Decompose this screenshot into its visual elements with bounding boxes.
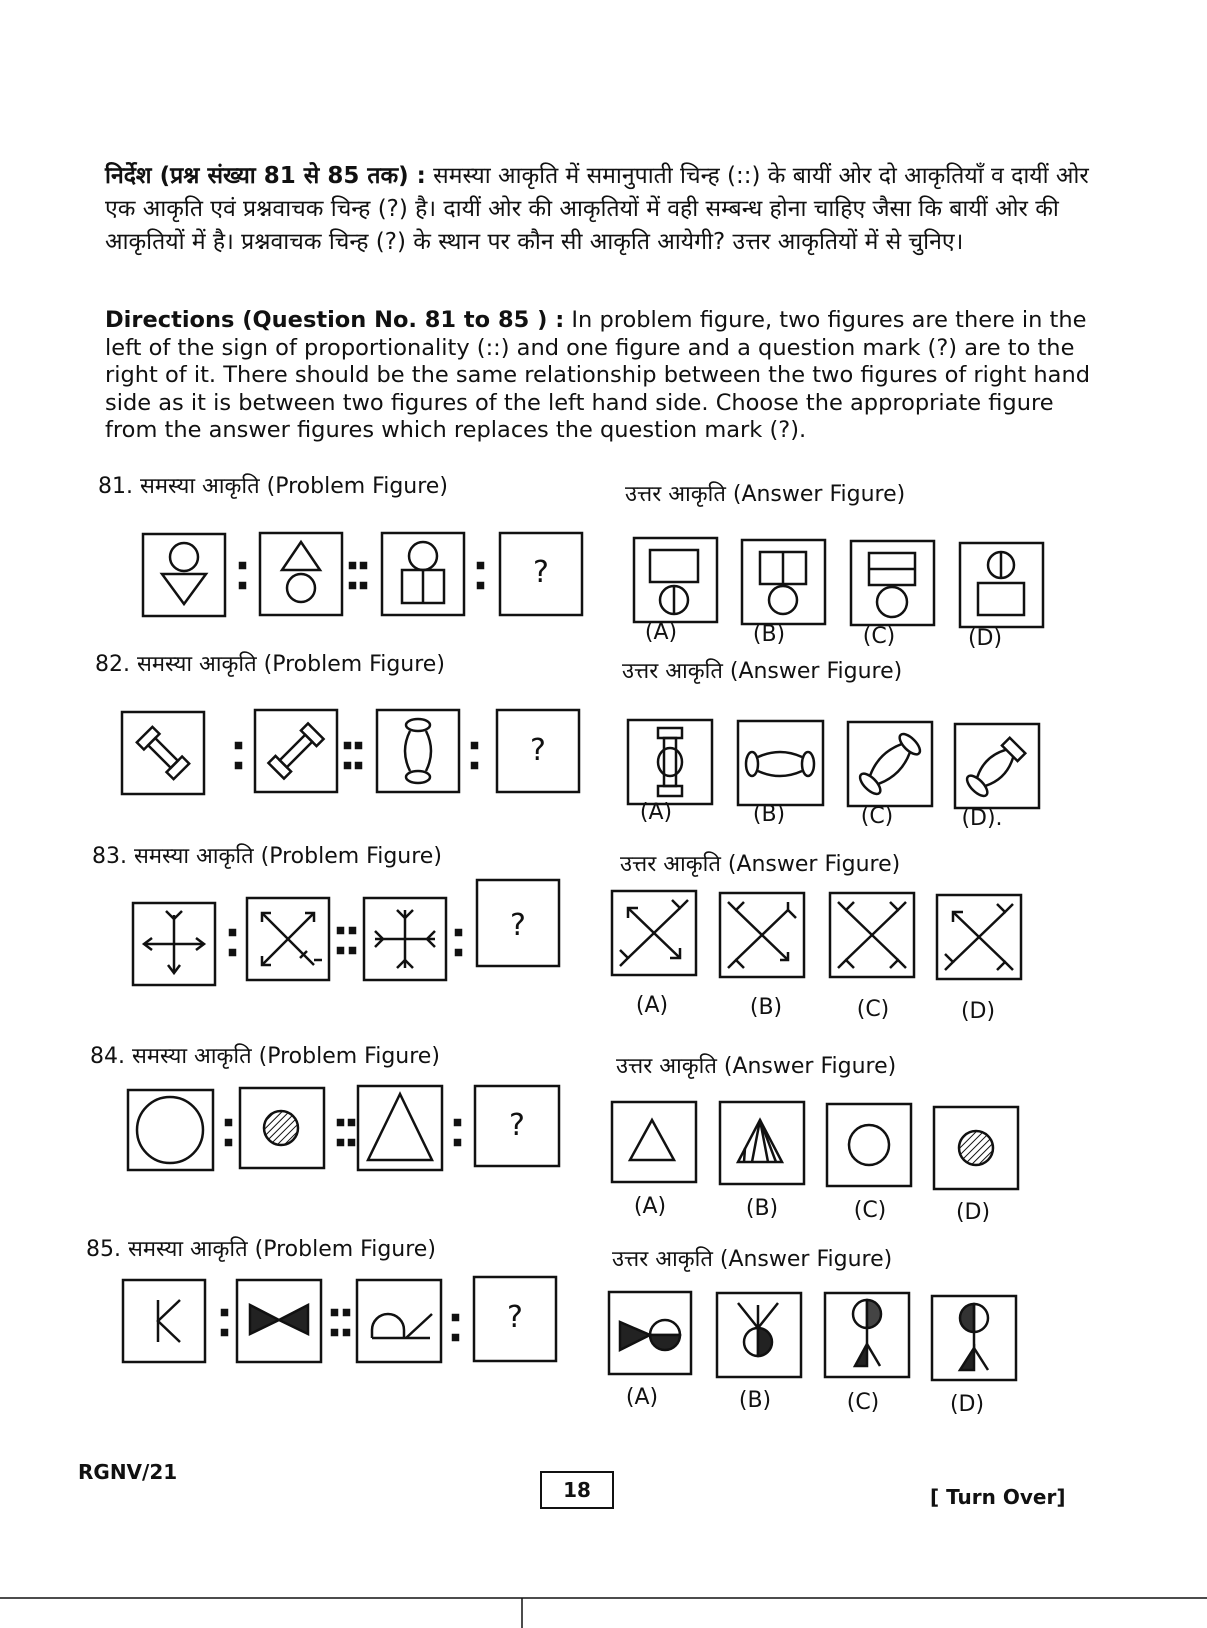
turn-over: [ Turn Over] bbox=[930, 1485, 1066, 1509]
q82-option-c: (C) bbox=[860, 804, 894, 829]
q82-problem-fig-3 bbox=[377, 710, 459, 792]
q82-answer-a bbox=[628, 720, 712, 804]
q84-option-a: (A) bbox=[633, 1194, 667, 1219]
q82-question-mark: ? bbox=[530, 733, 546, 768]
q84-colon-2 bbox=[455, 1120, 460, 1145]
q85-option-a: (A) bbox=[625, 1385, 659, 1410]
q83-question-mark: ? bbox=[510, 908, 526, 943]
q81-double-colon bbox=[350, 563, 366, 588]
q81-option-d: (D) bbox=[967, 626, 1003, 651]
hindi-directions-lead: निर्देश (प्रश्न संख्या 81 से 85 तक) : bbox=[105, 163, 426, 189]
q84-answer-c bbox=[827, 1104, 911, 1186]
q85-colon-2 bbox=[453, 1315, 458, 1340]
q81-colon-1 bbox=[240, 563, 245, 588]
q84-answer-b bbox=[720, 1102, 804, 1184]
q83-label: 83. समस्या आकृति (Problem Figure) bbox=[92, 844, 442, 869]
q81-option-a: (A) bbox=[644, 620, 678, 645]
q83-double-colon bbox=[338, 928, 355, 953]
q83-colon-1 bbox=[230, 930, 235, 955]
q85-colon-1 bbox=[222, 1310, 227, 1335]
q82-answer-b bbox=[738, 721, 823, 805]
q82-double-colon bbox=[345, 743, 361, 768]
q81-question-mark: ? bbox=[533, 555, 549, 590]
q82-colon-1 bbox=[236, 743, 241, 768]
q83-option-c: (C) bbox=[856, 997, 890, 1022]
q82-problem-fig-2 bbox=[255, 710, 337, 792]
q82-label: 82. समस्या आकृति (Problem Figure) bbox=[95, 652, 445, 677]
q85-problem-fig-3 bbox=[357, 1280, 441, 1362]
q82-answer-c bbox=[848, 722, 932, 806]
q82-problem-fig-1 bbox=[122, 712, 204, 794]
q82-option-d: (D). bbox=[961, 806, 1003, 831]
q82-answer-label: उत्तर आकृति (Answer Figure) bbox=[622, 659, 903, 684]
q84-option-c: (C) bbox=[853, 1198, 887, 1223]
q82-colon-2 bbox=[472, 743, 477, 768]
q83-answer-label: उत्तर आकृति (Answer Figure) bbox=[620, 852, 901, 877]
q85-option-c: (C) bbox=[846, 1390, 880, 1415]
q82-option-b: (B) bbox=[752, 802, 786, 827]
q85-question-mark: ? bbox=[507, 1300, 523, 1335]
q85-double-colon bbox=[332, 1310, 349, 1335]
q84-answer-a bbox=[612, 1102, 696, 1182]
q81-answer-label: उत्तर आकृति (Answer Figure) bbox=[625, 482, 906, 507]
q81-option-c: (C) bbox=[862, 624, 896, 649]
english-directions-text: In problem figure, two figures are there in the left of the sign of proportionality (::) and one figure and a question mark (?) are to the right of it. There should be the same relationship between the two figures of right hand side as it is between two figures of the left hand side. Choose the appropriate figure from the answer figures which replaces the question mark (?). bbox=[105, 307, 1091, 443]
q81-option-b: (B) bbox=[752, 622, 786, 647]
hindi-directions-text: समस्या आकृति में समानुपाती चिन्ह (::) के बायीं ओर दो आकृतियाँ व दायीं ओर एक आकृति एवं प्रश्नवाचक चिन्ह (?) है। दायीं ओर की आकृतियों में वही सम्बन्ध होना चाहिए जैसा कि बायीं ओर की आकृतियों में है। प्रश्नवाचक चिन्ह (?) के स्थान पर कौन सी आकृति आयेगी? उत्तर आकृतियों में से चुनिए। bbox=[105, 163, 1089, 255]
q84-question-mark: ? bbox=[509, 1108, 525, 1143]
q83-option-d: (D) bbox=[960, 999, 996, 1024]
q82-answer-d bbox=[955, 724, 1039, 808]
q82-option-a: (A) bbox=[639, 800, 673, 825]
q84-answer-label: उत्तर आकृति (Answer Figure) bbox=[616, 1054, 897, 1079]
q85-label: 85. समस्या आकृति (Problem Figure) bbox=[86, 1237, 436, 1262]
q84-option-d: (D) bbox=[955, 1200, 991, 1225]
q83-option-b: (B) bbox=[749, 995, 783, 1020]
q84-option-b: (B) bbox=[745, 1196, 779, 1221]
q84-colon-1 bbox=[226, 1120, 231, 1145]
q85-option-d: (D) bbox=[949, 1392, 985, 1417]
q84-double-colon bbox=[338, 1120, 354, 1145]
q84-label: 84. समस्या आकृति (Problem Figure) bbox=[90, 1044, 440, 1069]
q83-colon-2 bbox=[456, 930, 461, 955]
q81-colon-2 bbox=[478, 563, 483, 588]
q85-problem-fig-1 bbox=[123, 1280, 205, 1362]
q85-answer-label: उत्तर आकृति (Answer Figure) bbox=[612, 1247, 893, 1272]
english-directions-lead: Directions (Question No. 81 to 85 ) : bbox=[105, 307, 565, 333]
q83-option-a: (A) bbox=[635, 993, 669, 1018]
page-number: 18 bbox=[540, 1471, 614, 1509]
footer-code: RGNV/21 bbox=[78, 1460, 178, 1484]
q81-label: 81. समस्या आकृति (Problem Figure) bbox=[98, 474, 448, 499]
q85-option-b: (B) bbox=[738, 1388, 772, 1413]
q84-problem-fig-1 bbox=[128, 1090, 213, 1170]
